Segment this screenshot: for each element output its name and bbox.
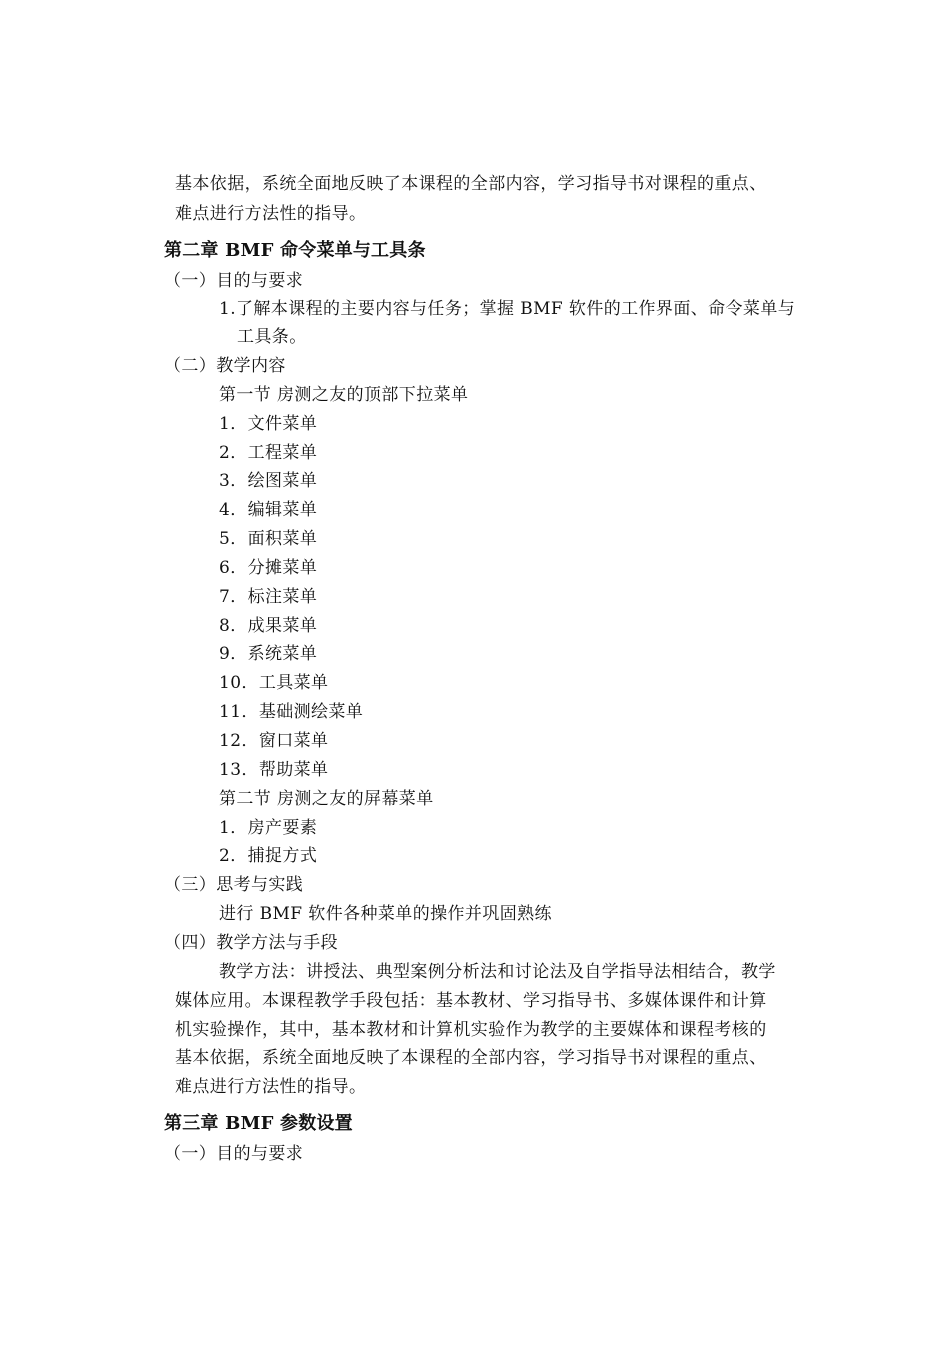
chapter-3-title: 第三章 BMF 参数设置: [164, 1113, 353, 1134]
practice-text: 进行 BMF 软件各种菜单的操作并巩固熟练: [219, 904, 552, 924]
section-heading-goals: （一）目的与要求: [164, 271, 304, 291]
intro-paragraph-line: 基本依据，系统全面地反映了本课程的全部内容，学习指导书对课程的重点、: [175, 174, 767, 194]
methods-paragraph-line: 难点进行方法性的指导。: [175, 1077, 367, 1097]
list-item: 6．分摊菜单: [219, 558, 318, 578]
list-item: 11．基础测绘菜单: [219, 702, 364, 722]
intro-paragraph-line: 难点进行方法性的指导。: [175, 204, 367, 224]
list-item: 5．面积菜单: [219, 529, 318, 549]
list-item: 7．标注菜单: [219, 587, 318, 607]
list-item: 9．系统菜单: [219, 644, 318, 664]
section-heading-methods: （四）教学方法与手段: [164, 933, 338, 953]
list-item: 3．绘图菜单: [219, 471, 318, 491]
list-item: 1．房产要素: [219, 818, 318, 838]
section-heading-goals: （一）目的与要求: [164, 1144, 304, 1164]
list-item: 13．帮助菜单: [219, 760, 329, 780]
goal-item-line: 工具条。: [237, 327, 307, 347]
methods-paragraph-line: 媒体应用。本课程教学手段包括：基本教材、学习指导书、多媒体课件和计算: [175, 991, 767, 1011]
goal-item-line: 1.了解本课程的主要内容与任务；掌握 BMF 软件的工作界面、命令菜单与: [219, 299, 796, 319]
methods-paragraph-line: 基本依据，系统全面地反映了本课程的全部内容，学习指导书对课程的重点、: [175, 1048, 767, 1068]
list-item: 8．成果菜单: [219, 616, 318, 636]
list-item: 2．捕捉方式: [219, 846, 318, 866]
chapter-2-title: 第二章 BMF 命令菜单与工具条: [164, 240, 426, 261]
section-heading-content: （二）教学内容: [164, 356, 286, 376]
list-item: 2．工程菜单: [219, 443, 318, 463]
list-item: 1．文件菜单: [219, 414, 318, 434]
list-item: 12．窗口菜单: [219, 731, 329, 751]
methods-paragraph-line: 机实验操作，其中，基本教材和计算机实验作为教学的主要媒体和课程考核的: [175, 1020, 767, 1040]
section-heading-practice: （三）思考与实践: [164, 875, 304, 895]
list-item: 4．编辑菜单: [219, 500, 318, 520]
part-title: 第二节 房测之友的屏幕菜单: [219, 789, 434, 809]
methods-paragraph-line: 教学方法：讲授法、典型案例分析法和讨论法及自学指导法相结合，教学: [219, 962, 776, 982]
part-title: 第一节 房测之友的顶部下拉菜单: [219, 385, 469, 405]
list-item: 10．工具菜单: [219, 673, 329, 693]
